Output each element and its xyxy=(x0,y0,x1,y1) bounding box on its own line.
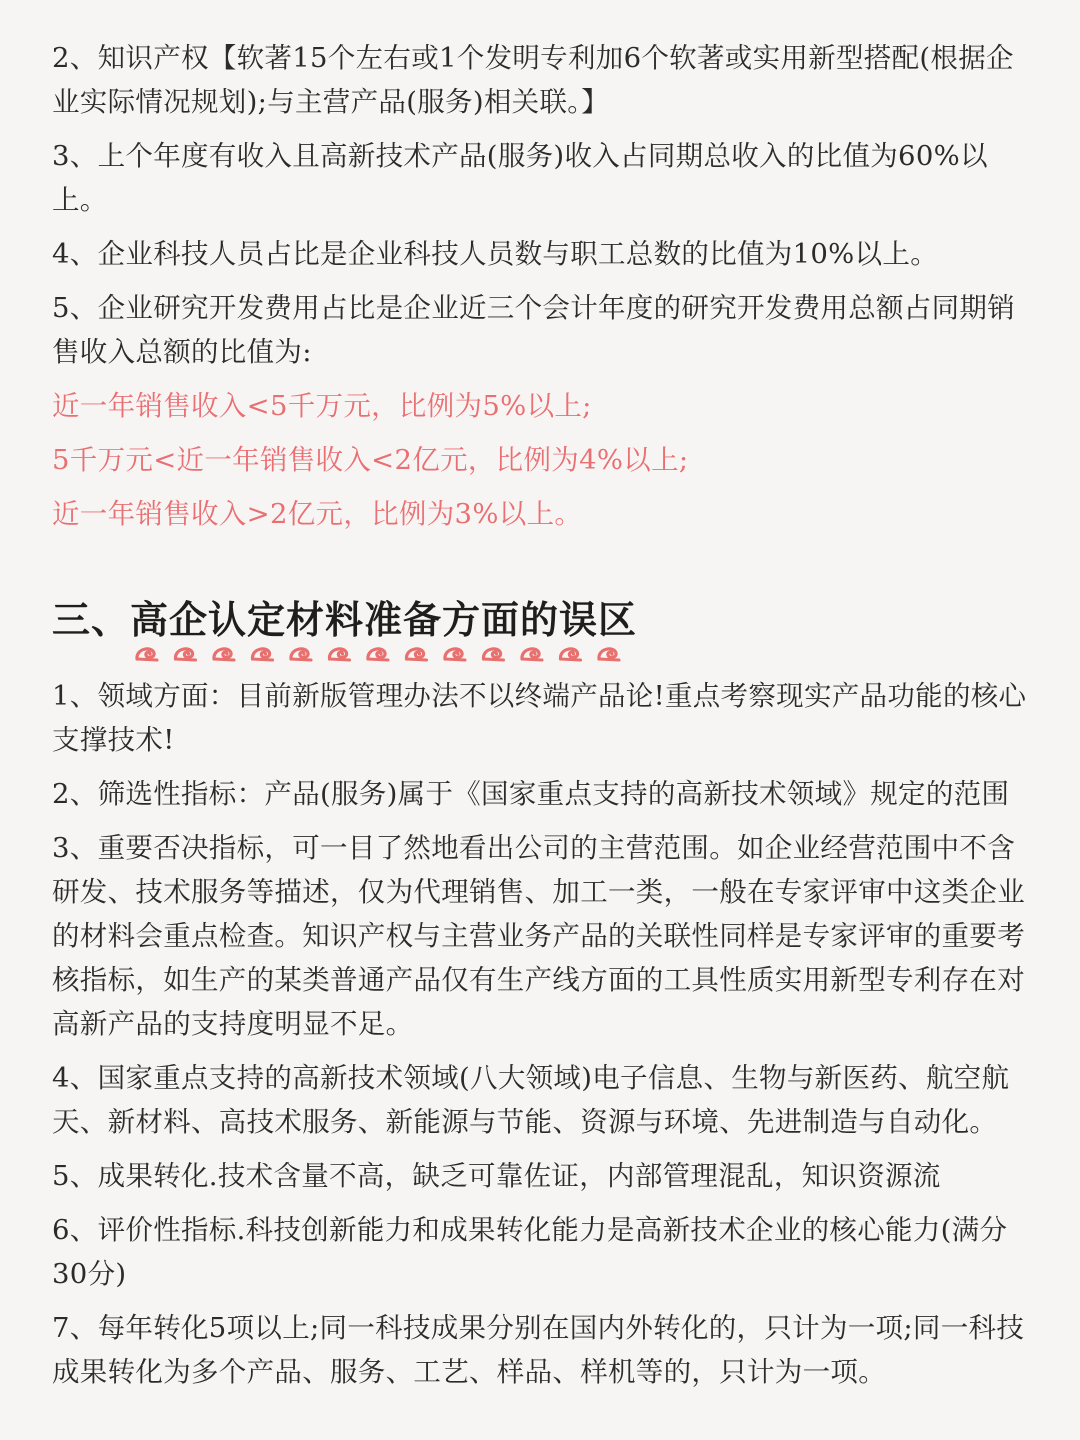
wave-swirl xyxy=(483,649,503,660)
document-page xyxy=(52,36,1032,1404)
paragraph-revenue-ratio: 3、上个年度有收入且高新技术产品(服务)收入占同期总收入的比值为60%以上。 xyxy=(52,140,988,216)
paragraph-evaluation: 6、评价性指标.科技创新能力和成果转化能力是高新技术企业的核心能力(满分30分) xyxy=(52,1214,1008,1290)
wave-swirl xyxy=(560,649,580,660)
wave-swirl xyxy=(368,649,388,660)
section-heading xyxy=(52,594,1032,646)
paragraph-rd-ratio: 5、企业研究开发费用占比是企业近三个会计年度的研究开发费用总额占同期销售收入总额的比值为: xyxy=(52,292,1015,368)
wave-swirl xyxy=(252,649,272,660)
wave-swirl xyxy=(329,649,349,660)
paragraph-staff-ratio: 4、企业科技人员占比是企业科技人员数与职工总数的比值为10%以上。 xyxy=(52,238,939,270)
section-title: 三、高企认定材料准备方面的误区 xyxy=(52,597,638,642)
paragraph-field: 1、领域方面：目前新版管理办法不以终端产品论!重点考察现实产品功能的核心支撑技术! xyxy=(52,680,1027,756)
wave-swirl xyxy=(599,649,619,660)
rule-over-200m: 近一年销售收入>2亿元，比例为3%以上。 xyxy=(52,498,583,530)
wave-swirl xyxy=(137,649,157,660)
rule-50m-to-200m: 5千万元<近一年销售收入<2亿元，比例为4%以上; xyxy=(52,444,689,476)
wave-underline-decoration xyxy=(134,644,634,664)
paragraph-screening: 2、筛选性指标：产品(服务)属于《国家重点支持的高新技术领域》规定的范围 xyxy=(52,778,1010,810)
paragraph-annual-transformation: 7、每年转化5项以上;同一科技成果分别在国内外转化的，只计为一项;同一科技成果转化为多个产品、服务、工艺、样品、样机等的，只计为一项。 xyxy=(52,1312,1025,1388)
wave-swirl xyxy=(406,649,426,660)
paragraph-veto: 3、重要否决指标，可一目了然地看出公司的主营范围。如企业经营范围中不含研发、技术服务等描述，仅为代理销售、加工一类，一般在专家评审中这类企业的材料会重点检查。知识产权与主营业务产品的关联性同样是专家评审的重要考核指标，如生产的某类普通产品仅有生产线方面的工具性质实用新型专利存在对高新产品的支持度明显不足。 xyxy=(52,832,1025,1040)
wave-swirl xyxy=(445,649,465,660)
wave-swirl xyxy=(175,649,195,660)
rule-under-50m: 近一年销售收入<5千万元，比例为5%以上; xyxy=(52,390,592,422)
paragraph-ip: 2、知识产权【软著15个左右或1个发明专利加6个软著或实用新型搭配(根据企业实际情况规划);与主营产品(服务)相关联。】 xyxy=(52,42,1014,118)
paragraph-transformation: 5、成果转化.技术含量不高，缺乏可靠佐证，内部管理混乱，知识资源流 xyxy=(52,1160,941,1192)
wave-swirl xyxy=(291,649,311,660)
wave-swirl xyxy=(522,649,542,660)
wave-swirl xyxy=(214,649,234,660)
paragraph-eight-fields: 4、国家重点支持的高新技术领域(八大领域)电子信息、生物与新医药、航空航天、新材料、高技术服务、新能源与节能、资源与环境、先进制造与自动化。 xyxy=(52,1062,1010,1138)
